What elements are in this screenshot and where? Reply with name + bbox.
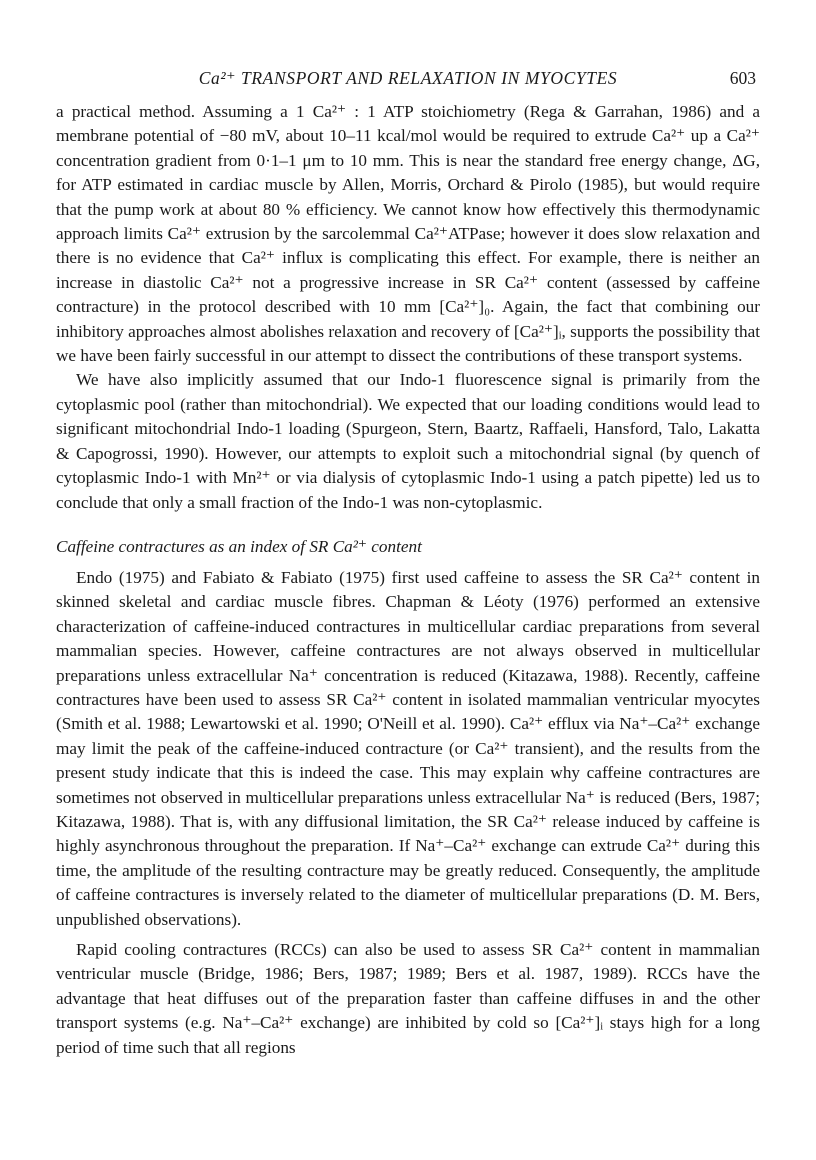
paragraph: a practical method. Assuming a 1 Ca²⁺ : 1 ATP stoichiometry (Rega & Garrahan, 1986) and a membrane potential of −80 mV, about 10–11 kcal/mol would be required to extrude Ca²⁺ up a Ca²⁺ concentration gradient from 0·1–1 μm to 10 mm. This is near the standard free energy change, ΔG, for ATP estimated in cardiac muscle by Allen, Morris, Orchard & Pirolo (1985), but would require that the pump work at about 80 % efficiency. We cannot know how effectively this thermodynamic approach limits Ca²⁺ extrusion by the sarcolemmal Ca²⁺ATPase; however it does slow relaxation and there is no evidence that Ca²⁺ influx is complicating this effect. For example, there is neither an increase in diastolic Ca²⁺ not a progressive increase in SR Ca²⁺ content (assessed by caffeine contracture) in the protocol described with 10 mm [Ca²⁺]₀. Again, the fact that combining our inhibitory approaches almost abolishes relaxation and recovery of [Ca²⁺]ᵢ, supports the possibility that we have been fairly successful in our attempt to dissect the contributions of these transport systems. xyxy=(56,102,760,366)
running-head xyxy=(56,68,760,92)
running-title: Ca²⁺ TRANSPORT AND RELAXATION IN MYOCYTES xyxy=(198,68,618,88)
section-heading: Caffeine contractures as an index of SR Ca²⁺ content xyxy=(56,536,422,556)
body-text xyxy=(56,100,760,1060)
paragraph: We have also implicitly assumed that our Indo-1 fluorescence signal is primarily from the cytoplasmic pool (rather than mitochondrial). We expected that our loading conditions would lead to significant mitochondrial Indo-1 loading (Spurgeon, Stern, Baartz, Raffaeli, Hansford, Talo, Lakatta & Capogrossi, 1990). However, our attempts to exploit such a mitochondrial signal (by quench of cytoplasmic Indo-1 with Mn²⁺ or via dialysis of cytoplasmic Indo-1 using a patch pipette) led us to conclude that only a small fraction of the Indo-1 was non-cytoplasmic. xyxy=(56,370,760,512)
paragraph: Endo (1975) and Fabiato & Fabiato (1975) first used caffeine to assess the SR Ca²⁺ content in skinned skeletal and cardiac muscle fibres. Chapman & Léoty (1976) performed an extensive characterization of caffeine-induced contractures in multicellular cardiac preparations from several mammalian species. However, caffeine contractures are not always observed in multicellular preparations unless extracellular Na⁺ concentration is reduced (Kitazawa, 1988). Recently, caffeine contractures have been used to assess SR Ca²⁺ content in isolated mammalian ventricular myocytes (Smith et al. 1988; Lewartowski et al. 1990; O'Neill et al. 1990). Ca²⁺ efflux via Na⁺–Ca²⁺ exchange may limit the peak of the caffeine-induced contracture (or Ca²⁺ transient), and the results from the present study indicate that this is indeed the case. This may explain why caffeine contractures are sometimes not observed in multicellular preparations unless extracellular Na⁺ is reduced (Bers, 1987; Kitazawa, 1988). That is, with any diffusional limitation, the SR Ca²⁺ release induced by caffeine is highly asynchronous throughout the preparation. If Na⁺–Ca²⁺ exchange can extrude Ca²⁺ during this time, the amplitude of the resulting contracture may be greatly reduced. Consequently, the amplitude of caffeine contractures is inversely related to the diameter of multicellular preparations (D. M. Bers, unpublished observations). xyxy=(56,567,760,929)
page-number: 603 xyxy=(729,68,756,88)
paragraph: Rapid cooling contractures (RCCs) can also be used to assess SR Ca²⁺ content in mammalian ventricular muscle (Bridge, 1986; Bers, 1987; 1989; Bers et al. 1987, 1989). RCCs have the advantage that heat diffuses out of the preparation faster than caffeine diffuses in and the other transport systems (e.g. Na⁺–Ca²⁺ exchange) are inhibited by cold so [Ca²⁺]ᵢ stays high for a long period of time such that all regions xyxy=(56,940,760,1057)
